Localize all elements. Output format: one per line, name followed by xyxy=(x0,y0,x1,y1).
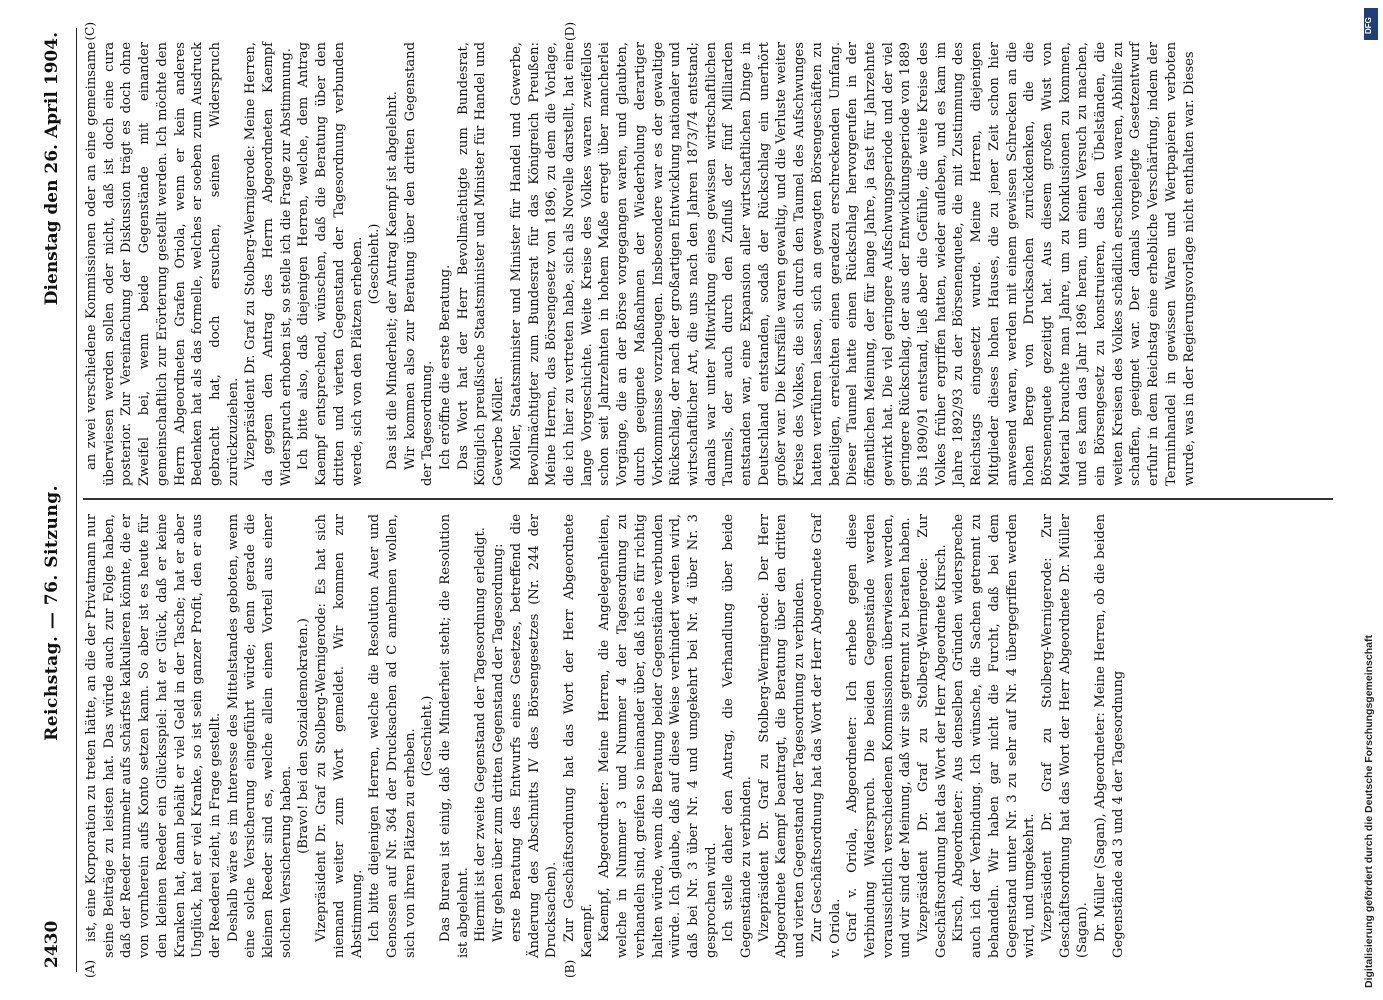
paragraph: an zwei verschiedene Kommissionen oder an eine gemeinsame überwiesen werden sollen oder nicht, daß ist doch eine cura posterior. Zur Vereinfachung der Diskussion trägt es doch ohne Zweifel bei, wenn beide Gegenstände mit einander gemeinschaftlich zur Erörterung gestellt werden. Ich möchte den Herrn Abgeordneten Grafen Oriola, wenn er kein anderes Bedenken hat als das formelle, welches er soeben zum Ausdruck gebracht hat, doch ersuchen, seinen Widerspruch zurückzuziehen. xyxy=(84,42,241,486)
paragraph: Ich bitte diejenigen Herren, welche die Resolution Auer und Genossen auf Nr. 364 der Drucksachen ad C annehmen wollen, sich von ihren Plätzen zu erheben. xyxy=(367,514,418,958)
margin-marker-c: (C) xyxy=(83,22,97,41)
paragraph: Vizepräsident Dr. Graf zu Stolberg-Wernigerode: Zur Geschäftsordnung hat das Wort der Herr Abgeordnete Dr. Müller (Sagan). xyxy=(1039,514,1091,958)
paragraph: (Geschieht.) xyxy=(367,223,383,305)
left-column xyxy=(83,500,1333,972)
session-date: Dienstag den 26. April 1904. xyxy=(42,32,62,306)
dfg-logo: DFG xyxy=(1364,8,1378,40)
right-column xyxy=(83,28,1333,500)
page-number: 2430 xyxy=(42,920,62,968)
paragraph: Zur Geschäftsordnung hat das Wort der Herr Abgeordnete Graf v. Oriola. xyxy=(809,514,843,958)
paragraph: ist, eine Korporation zu treten hätte, an die der Privatmann nur seine Beiträge zu leisten hat. Das würde auch zur Folge haben, daß der Reeder nunmehr aufs schärfste kalkulieren könnte, die er von vornherein aufs Konto setzen kann. So aber ist es heute für den kleinen Reeder ein Glücksspiel: hat er Glück, daß er keine Kranken hat, dann behält er viel Geld in der Tasche; hat er aber Unglück, hat er viel Kranke, so ist sein ganzer Profit, den er aus der Reederei zieht, in Frage gestellt. xyxy=(84,514,223,958)
margin-marker-d: (D) xyxy=(563,22,577,41)
paragraph: Graf v. Oriola, Abgeordneter: Ich erhebe gegen diese Verbindung Widerspruch. Die beiden Gegenstände werden voraussichtlich verschiedenen Kommissionen überwiesen werden, und wir sind der Meinung, daß wir sie getrennt zu beraten haben. xyxy=(845,514,914,958)
margin-marker-b: (B) xyxy=(563,959,577,978)
paragraph: Kaempf, Abgeordneter: Meine Herren, die Angelegenheiten, welche in Nummer 3 und Nummer 4 der Tagesordnung zu verhandeln sind, greifen so ineinander über, daß ich es für richtig halten würde, wenn die Beratung beider Gegenstände verbunden würde. Ich glaube, daß auf diese Weise verhindert werden wird, daß bei Nr. 3 über Nr. 4 und umgekehrt bei Nr. 4 über Nr. 3 gesprochen wird. xyxy=(597,514,719,958)
paragraph: Möller, Staatsminister und Minister für Handel und Gewerbe, Bevollmächtigter zum Bundesrat für das Königreich Preußen: Meine Herren, das Börsengesetz von 1896, zu dem die Vorlage, die ich hier zu vertreten habe, sich als Novelle darstellt, hat eine lange Vorgeschichte. Weite Kreise des Volkes waren zweifellos schon seit Jahrzehnten in hohem Maße erregt über mancherlei Vorgänge, die an der Börse vorgegangen waren, und glaubten, durch geeignete Maßnahmen der Wiederholung derartiger Vorkommnisse vorzubeugen. Insbesondere war es der gewaltige Rückschlag, der nach der großartigen Entwicklung nationaler und wirtschaftlicher Art, die uns nach den Jahren 1873/74 entstand; damals war unter Mitwirkung eines gewissen wirtschaftlichen Taumels, der auch durch den Zufluß der fünf Milliarden entstanden war, eine Expansion aller wirtschaftlichen Dinge in Deutschland entstanden, sodaß der Rückschlag ein unerhört großer war. Die Kursfälle waren gewaltig, und die Verluste weiter Kreise des Volkes, die sich durch den Taumel des Aufschwunges hatten verführen lassen, sich an gewagten Börsengeschäften zu beteiligen, erreichten einen geradezu erschreckenden Umfang. Dieser Taumel hatte einen Rückschlag hervorgerufen in der öffentlichen Meinung, der für lange Jahre, ja fast für Jahrzehnte gewirkt hat. Die viel geringere Aufschwungsperiode und der viel geringere Rückschlag, der aus der Entwicklungsperiode von 1889 bis 1890/91 entstand, ließ aber die Gefühle, die weite Kreise des Volkes früher ergriffen hatten, wieder aufleben, und es kam im Jahre 1892/93 zu der Börsenenquete, die mit Zustimmung des Reichstags eingesetzt wurde. Meine Herren, diejenigen Mitglieder dieses hohen Hauses, die zu jener Zeit schon hier anwesend waren, werden mit einem gewissen Schrecken an die hohen Berge von Drucksachen zurückdenken, die die Börsenenquete gezeitigt hat. Aus diesem großen Wust von Material brauchte man Jahre, um zu Konklusionen zu kommen, und es kam das Jahr 1896 heran, um einen Versuch zu machen, ein Börsengesetz zu konstruieren, das den Übelständen, die weiten Kreisen des Volkes schädlich erschienen waren, Abhilfe zu schaffen, geeignet war. Der damals vorgelegte Gesetzentwurf erfuhr in dem Reichstag eine erhebliche Verschärfung, indem der Terminhandel in gewissen Waren und Wertpapieren verboten wurde, was in der Regierungsvorlage nicht enthalten war. Dieses xyxy=(508,42,1197,486)
paragraph: Kirsch, Abgeordneter: Aus denselben Gründen widerspreche auch ich der Verbindung. Ich wünsche, die Sachen getrennt zu behandeln. Wir haben gar nicht die Furcht, daß bei dem Gegenstand unter Nr. 3 zu sehr auf Nr. 4 übergegriffen werden wird, und umgekehrt. xyxy=(951,514,1038,958)
paragraph: erste Beratung des Entwurfs eines Gesetzes, betreffend die Änderung des Abschnitts IV des Börsengesetzes (Nr. 244 der Drucksachen). xyxy=(508,514,560,958)
paragraph: Ich eröffne die erste Beratung. xyxy=(438,264,454,470)
digitization-note: Digitalisierung gefördert durch die Deutsche Forschungsgemeinschaft xyxy=(1363,635,1375,988)
paragraph: Dr. Müller (Sagan), Abgeordneter: Meine Herren, ob die beiden Gegenstände ad 3 und 4 der Tagesordnung xyxy=(1093,514,1126,958)
paragraph: (Bravo! bei den Sozialdemokraten.) xyxy=(296,618,312,854)
margin-marker-a: (A) xyxy=(83,959,97,978)
paragraph: Wir kommen also zur Beratung über den dritten Gegenstand der Tagesordnung. xyxy=(402,42,436,486)
page-header xyxy=(42,28,77,972)
text-columns xyxy=(83,22,1333,978)
paragraph: Ich stelle daher den Antrag, die Verhandlung über beide Gegenstände zu verbinden. xyxy=(721,514,755,958)
paragraph: Hiermit ist der zweite Gegenstand der Tagesordnung erledigt. xyxy=(473,527,489,942)
paragraph: Wir gehen über zum dritten Gegenstand der Tagesordnung: xyxy=(491,543,507,942)
paragraph: Vizepräsident Dr. Graf zu Stolberg-Wernigerode: Meine Herren, da gegen den Antrag des Herrn Abgeordneten Kaempf Widerspruch erhoben ist, so stelle ich die Frage zur Abstimmung. xyxy=(243,42,294,486)
paragraph: Deshalb wäre es im Interesse des Mittelstandes geboten, wenn eine solche Versicherung eingeführt würde; denn gerade die kleinen Reeder sind es, welche allein einen Vorteil aus einer solchen Versicherung haben. xyxy=(225,514,294,958)
document-page xyxy=(42,20,1342,980)
paragraph: Vizepräsident Dr. Graf zu Stolberg-Wernigerode: Es hat sich niemand weiter zum Wort gemeldet. Wir kommen zur Abstimmung. xyxy=(314,514,365,958)
running-title: Reichstag. — 76. Sitzung. xyxy=(42,484,62,741)
paragraph: (Geschieht.) xyxy=(420,695,436,777)
paragraph: Ich bitte also, daß diejenigen Herren, welche, dem Antrag Kaempf entsprechend, wünschen, daß die Beratung über den dritten und vierten Gegenstand der Tagesordnung verbunden werde, sich von den Plätzen erheben. xyxy=(296,42,365,486)
paragraph: Zur Geschäftsordnung hat das Wort der Herr Abgeordnete Kaempf. xyxy=(561,514,595,958)
paragraph: Vizepräsident Dr. Graf zu Stolberg-Wernigerode: Der Herr Abgeordnete Kaempf beantragt, die Beratung über den dritten und vierten Gegenstand der Tagesordnung zu verbinden. xyxy=(756,514,808,958)
paragraph: Das Bureau ist einig, daß die Minderheit steht; die Resolution ist abgelehnt. xyxy=(438,514,471,958)
paragraph: Das ist die Minderheit; der Antrag Kaempf ist abgelehnt. xyxy=(384,91,400,470)
paragraph: Das Wort hat der Herr Bevollmächtigte zum Bundesrat, Königlich preußische Staatsminister und Minister für Handel und Gewerbe Möller. xyxy=(455,42,507,486)
column-divider xyxy=(83,499,1333,501)
paragraph: Vizepräsident Dr. Graf zu Stolberg-Wernigerode: Zur Geschäftsordnung hat das Wort der Herr Abgeordnete Kirsch. xyxy=(916,514,949,958)
